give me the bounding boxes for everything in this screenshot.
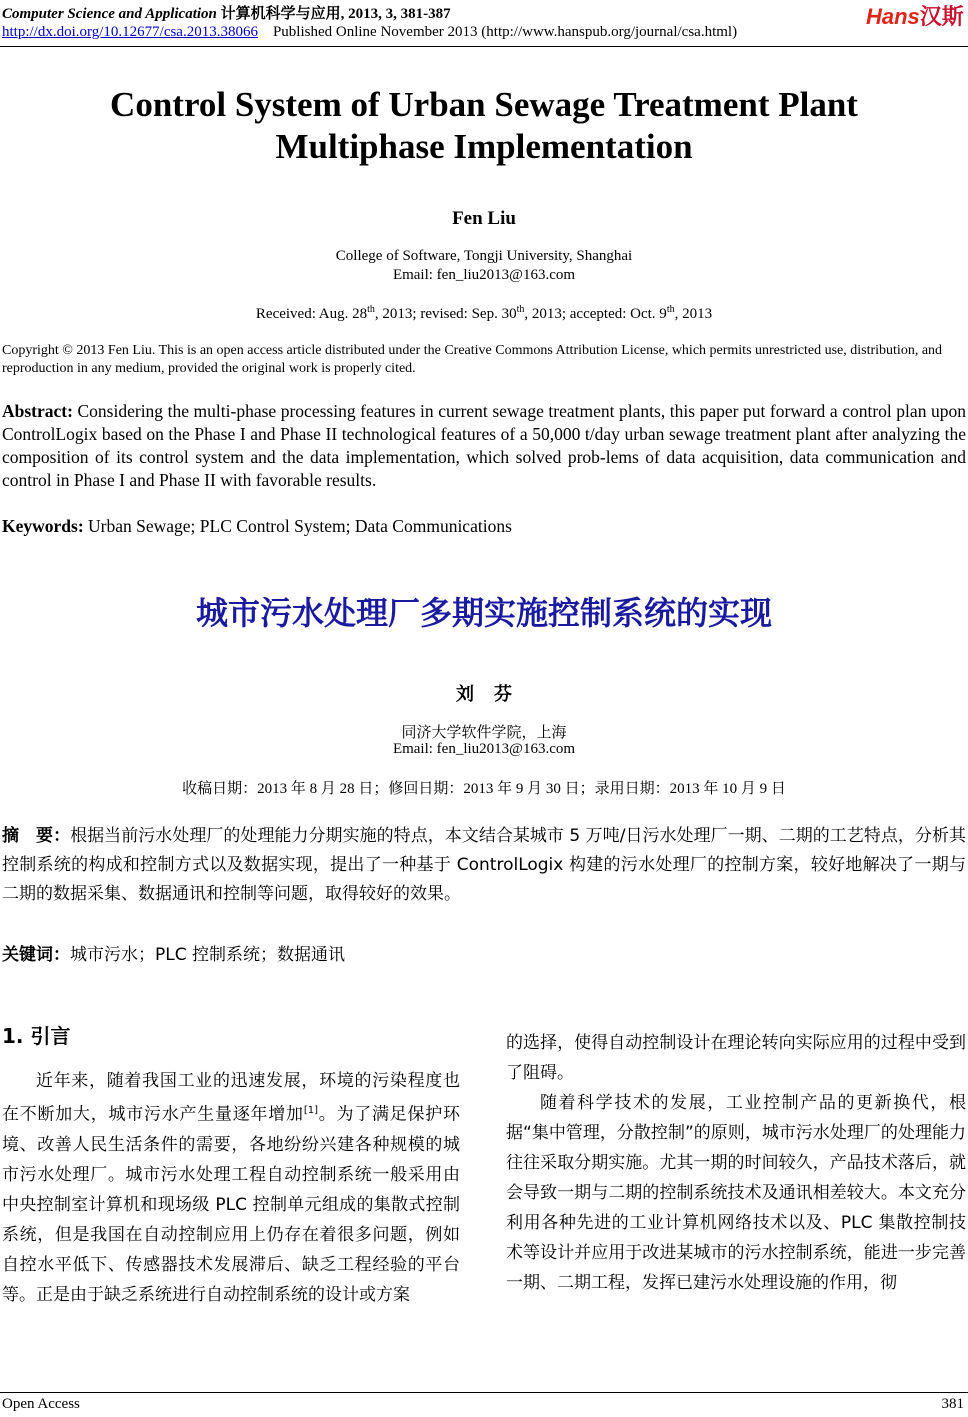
affiliation-cn: 同济大学软件学院，上海	[401, 725, 567, 741]
copyright-notice: Copyright © 2013 Fen Liu. This is an open access article distributed under the Creative Commons Attribution License, which permits unrestricted use, distribution, and reproduction in any medium, provided the original work is properly cited.	[2, 343, 943, 376]
author-en: Fen Liu	[452, 208, 516, 229]
journal-header	[2, 2, 451, 23]
email-en: Email: fen_liu2013@163.com	[392, 267, 576, 283]
paper-title-en	[0, 84, 968, 168]
section-heading-intro: 1. 引言	[2, 1024, 71, 1048]
paper-title-cn: 城市污水处理厂多期实施控制系统的实现	[195, 594, 772, 632]
keywords-cn	[2, 940, 345, 965]
abstract-text: Considering the multi-phase processing features in current sewage treatment plants, this paper put forward a control plan upon ControlLogix based on the Phase I and Phase II technological features of a 50,000 t/day urban sewage treatment plant after analyzing the composition of its control system and the data implementation, which solved prob-lems of data acquisition, data communication and control in Phase I and Phase II with favorable results.	[2, 401, 966, 490]
keywords-label: Keywords:	[2, 516, 84, 536]
abstract-cn-text: 根据当前污水处理厂的处理能力分期实施的特点，本文结合某城市 5 万吨/日污水处理厂一期、二期的工艺特点，分析其控制系统的构成和控制方式以及数据实现，提出了一种基于 ControlLogix 构建的污水处理厂的控制方案，较好地解决了一期与二期的数据采集、数据通讯和控制等问题，取得较好的效果。	[2, 826, 966, 904]
abstract-en	[2, 400, 966, 492]
footer-divider	[0, 1392, 968, 1393]
body-column-right	[506, 1028, 966, 1298]
journal-name-en: Computer Science and Application	[2, 6, 217, 22]
abstract-cn	[2, 822, 966, 909]
keywords-text: Urban Sewage; PLC Control System; Data Communications	[83, 516, 512, 536]
title-line-2: Multiphase Implementation	[275, 127, 693, 166]
affiliation-en: College of Software, Tongji University, Shanghai	[335, 248, 633, 264]
body-column-left	[2, 1066, 460, 1310]
intro-paragraph-1-cont: 的选择，使得自动控制设计在理论转向实际应用的过程中受到了阻碍。	[506, 1033, 966, 1083]
dates-cn: 收稿日期：2013 年 8 月 28 日；修回日期：2013 年 9 月 30 日；录用日期：2013 年 10 月 9 日	[182, 781, 786, 797]
author-cn: 刘芬	[456, 684, 532, 704]
citation-ref[interactable]: [1]	[303, 1105, 318, 1116]
doi-line	[2, 24, 737, 41]
keywords-cn-label: 关键词：	[2, 945, 70, 965]
keywords-en	[2, 516, 966, 537]
logo-en: Hans	[866, 4, 920, 29]
hans-logo	[866, 0, 964, 31]
doi-link[interactable]: http://dx.doi.org/10.12677/csa.2013.38066	[2, 24, 258, 40]
journal-name-cn: 计算机科学与应用	[220, 6, 341, 22]
header-divider	[0, 46, 968, 47]
dates-en: Received: Aug. 28th, 2013; revised: Sep. 30th, 2013; accepted: Oct. 9th, 2013	[255, 304, 713, 322]
footer-open-access: Open Access	[2, 1396, 80, 1412]
page-number: 381	[941, 1396, 964, 1412]
logo-cn: 汉斯	[919, 4, 964, 29]
intro-paragraph-2: 随着科学技术的发展，工业控制产品的更新换代，根据“集中管理，分散控制”的原则，城市污水处理厂的处理能力往往采取分期实施。尤其一期的时间较久，产品技术落后，就会导致一期与二期的控制系统技术及通讯相差较大。本文充分利用各种先进的工业计算机网络技术以及、PLC 集散控制技术等设计并应用于改进某城市的污水控制系统，能进一步完善一期、二期工程，发挥已建污水处理设施的作用，彻	[506, 1093, 966, 1293]
title-line-1: Control System of Urban Sewage Treatment Plant	[110, 85, 858, 124]
abstract-label: Abstract:	[2, 401, 73, 421]
intro-paragraph-1: 近年来，随着我国工业的迅速发展，环境的污染程度也在不断加大，城市污水产生量逐年增加[1]。为了满足保护环境、改善人民生活条件的需要，各地纷纷兴建各种规模的城市污水处理厂。城市污水处理工程自动控制系统一般采用由中央控制室计算机和现场级 PLC 控制单元组成的集散式控制系统，但是我国在自动控制应用上仍存在着很多问题，例如自控水平低下、传感器技术发展滞后、缺乏工程经验的平台等。正是由于缺乏系统进行自动控制系统的设计或方案	[2, 1071, 461, 1305]
published-info: Published Online November 2013 (http://www.hanspub.org/journal/csa.html)	[272, 24, 738, 40]
abstract-cn-label: 摘 要：	[2, 826, 71, 846]
volume-info: , 2013, 3, 381-387	[340, 6, 451, 22]
keywords-cn-text: 城市污水；PLC 控制系统；数据通讯	[70, 945, 345, 965]
email-cn: Email: fen_liu2013@163.com	[392, 741, 576, 757]
